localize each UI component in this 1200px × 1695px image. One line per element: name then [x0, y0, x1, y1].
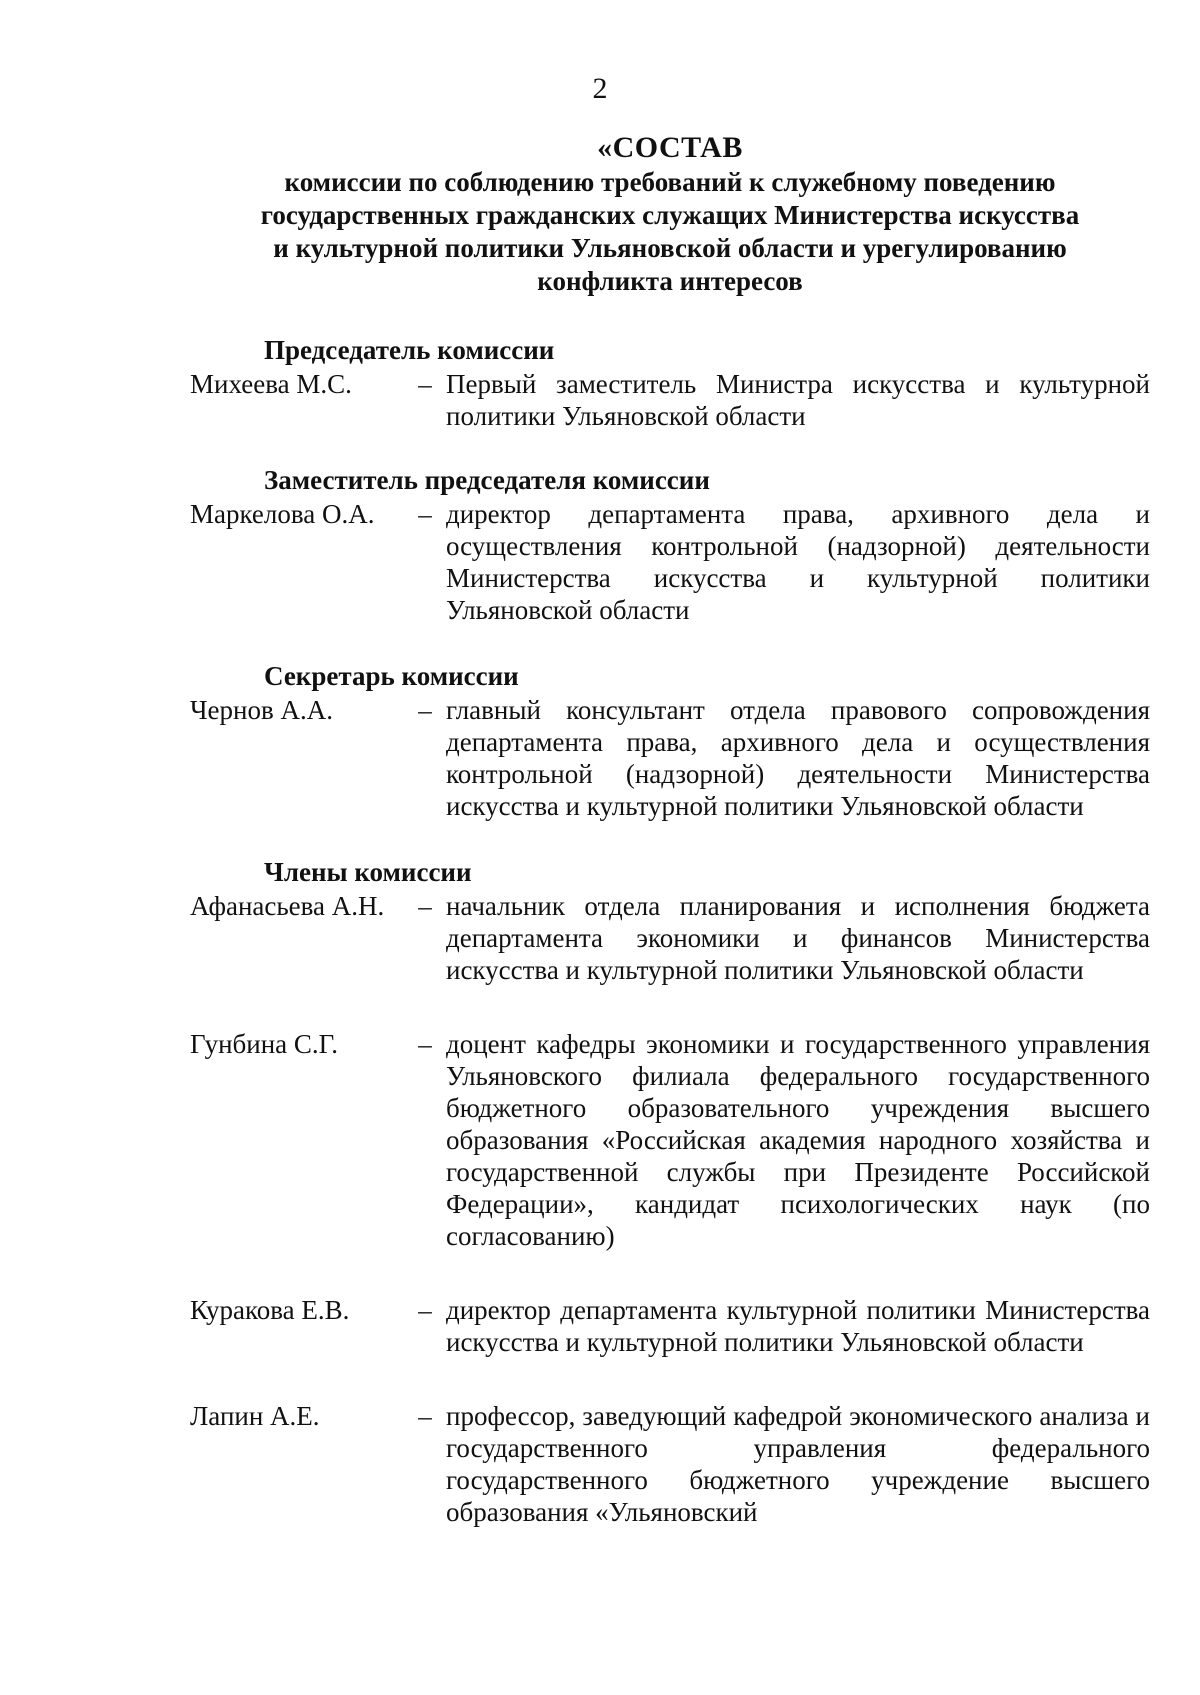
member-dash: –: [418, 1295, 432, 1325]
member-dash: –: [418, 499, 432, 529]
member-entry: [190, 1028, 1150, 1252]
member-dash: –: [418, 695, 432, 725]
member-entry: [190, 368, 1150, 432]
member-name: Лапин А.Е.: [190, 1401, 320, 1431]
member-entry: [190, 890, 1150, 986]
member-description: главный консультант отдела правового сопровождения департамента права, архивного дела и осуществления контрольной (надзорной) деятельности Министерства искусства и культурной политики Ульяновской области: [446, 695, 1150, 821]
section-heading: Заместитель председателя комиссии: [264, 465, 710, 495]
member-description: директор департамента культурной политики Министерства искусства и культурной политики Ульяновской области: [446, 1295, 1150, 1357]
member-entry: [190, 694, 1150, 822]
member-description: Первый заместитель Министра искусства и культурной политики Ульяновской области: [446, 369, 1150, 431]
title-line: конфликта интересов: [537, 266, 803, 296]
section-heading: Председатель комиссии: [264, 335, 555, 365]
member-description: директор департамента права, архивного дела и осуществления контрольной (надзорной) деятельности Министерства искусства и культурной политики Ульяновской области: [446, 499, 1150, 625]
member-entry: [190, 1400, 1150, 1528]
member-name: Маркелова О.А.: [190, 499, 375, 529]
section-secretary: [190, 660, 1150, 822]
section-chairman: [190, 334, 1150, 432]
member-description: профессор, заведующий кафедрой экономического анализа и государственного управления федерального государственного бюджетного учреждение высшего образования «Ульяновский: [446, 1401, 1150, 1527]
member-entry: [190, 1294, 1150, 1358]
title-line: государственных гражданских служащих Министерства искусства: [260, 200, 1080, 230]
title-line: комиссии по соблюдению требований к служебному поведению: [284, 167, 1056, 197]
member-entry: [190, 498, 1150, 626]
member-name: Гунбина С.Г.: [190, 1029, 338, 1059]
member-name: Михеева М.С.: [190, 369, 352, 399]
section-heading: Члены комиссии: [264, 857, 472, 887]
member-dash: –: [418, 1401, 432, 1431]
section-deputy-chairman: [190, 464, 1150, 626]
title-line: и культурной политики Ульяновской области и урегулированию: [273, 233, 1067, 263]
section-heading: Секретарь комиссии: [264, 661, 519, 691]
member-dash: –: [418, 369, 432, 399]
title-main: «СОСТАВ: [597, 131, 743, 164]
document-title: [200, 130, 1140, 298]
member-description: начальник отдела планирования и исполнения бюджета департамента экономики и финансов Министерства искусства и культурной политики Ульяновской области: [446, 891, 1150, 985]
member-description: доцент кафедры экономики и государственного управления Ульяновского филиала федерального государственного бюджетного образовательного учреждения высшего образования «Российская академия народного хозяйства и государственной службы при Президенте Российской Федерации», кандидат психологических наук (по согласованию): [446, 1029, 1150, 1251]
member-dash: –: [418, 891, 432, 921]
page-number: 2: [592, 72, 608, 105]
member-name: Куракова Е.В.: [190, 1295, 350, 1325]
member-dash: –: [418, 1029, 432, 1059]
member-name: Чернов А.А.: [190, 695, 333, 725]
section-members: [190, 856, 1150, 1528]
member-name: Афанасьева А.Н.: [190, 891, 385, 921]
